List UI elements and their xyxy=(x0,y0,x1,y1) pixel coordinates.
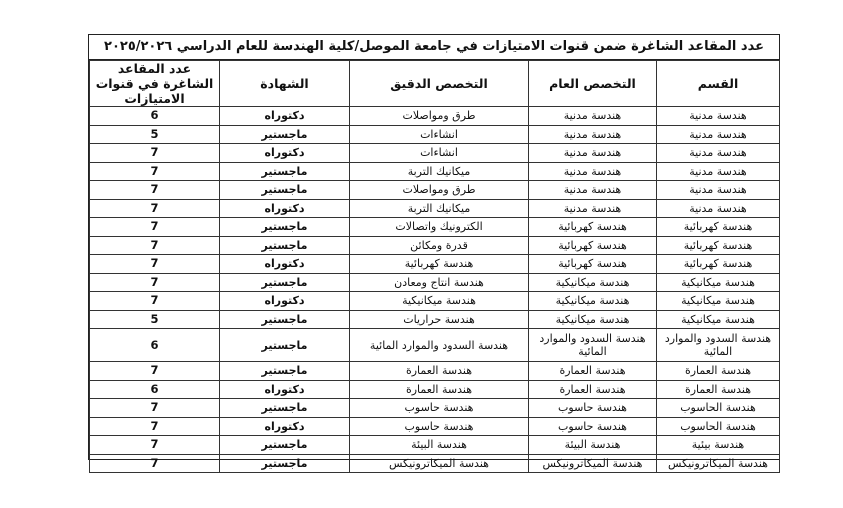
cell-degree: ماجستير xyxy=(220,181,350,200)
cell-general-specialty: هندسة حاسوب xyxy=(529,417,657,436)
cell-general-specialty: هندسة كهربائية xyxy=(529,236,657,255)
cell-degree: دكتوراه xyxy=(220,144,350,163)
cell-department: هندسة ميكانيكية xyxy=(657,292,780,311)
cell-precise-specialty: هندسة حراريات xyxy=(350,310,529,329)
cell-vacant-seats: 7 xyxy=(90,362,220,381)
cell-department: هندسة كهربائية xyxy=(657,255,780,274)
cell-precise-specialty: هندسة العمارة xyxy=(350,362,529,381)
cell-vacant-seats: 7 xyxy=(90,399,220,418)
table-row xyxy=(90,399,780,418)
cell-degree: ماجستير xyxy=(220,218,350,237)
cell-vacant-seats: 7 xyxy=(90,144,220,163)
cell-department: هندسة مدنية xyxy=(657,199,780,218)
cell-department: هندسة الحاسوب xyxy=(657,417,780,436)
header-department: القسم xyxy=(657,61,780,107)
cell-precise-specialty: انشاءات xyxy=(350,125,529,144)
cell-vacant-seats: 7 xyxy=(90,292,220,311)
cell-general-specialty: هندسة الميكاترونيكس xyxy=(529,454,657,473)
document-title: عدد المقاعد الشاغرة ضمن قنوات الامتيازات في جامعة الموصل/كلية الهندسة للعام الدراسي ٢٠٢٥/٢٠٢٦ xyxy=(89,35,779,60)
cell-general-specialty: هندسة السدود والموارد المائية xyxy=(529,329,657,362)
cell-degree: ماجستير xyxy=(220,310,350,329)
table-row xyxy=(90,310,780,329)
cell-precise-specialty: الكترونيك واتصالات xyxy=(350,218,529,237)
cell-vacant-seats: 7 xyxy=(90,255,220,274)
table-body xyxy=(90,107,780,473)
cell-degree: ماجستير xyxy=(220,454,350,473)
cell-department: هندسة ميكانيكية xyxy=(657,273,780,292)
cell-vacant-seats: 6 xyxy=(90,107,220,126)
cell-department: هندسة مدنية xyxy=(657,162,780,181)
table-header-row xyxy=(90,61,780,107)
cell-department: هندسة مدنية xyxy=(657,107,780,126)
cell-vacant-seats: 7 xyxy=(90,181,220,200)
table-row xyxy=(90,199,780,218)
cell-precise-specialty: هندسة ميكانيكية xyxy=(350,292,529,311)
cell-general-specialty: هندسة كهربائية xyxy=(529,255,657,274)
table-row xyxy=(90,125,780,144)
cell-general-specialty: هندسة مدنية xyxy=(529,162,657,181)
header-vacant-seats: عدد المقاعد الشاغرة في قنوات الامتيازات xyxy=(90,61,220,107)
table-row xyxy=(90,362,780,381)
cell-general-specialty: هندسة مدنية xyxy=(529,125,657,144)
cell-degree: دكتوراه xyxy=(220,255,350,274)
cell-department: هندسة العمارة xyxy=(657,362,780,381)
cell-precise-specialty: انشاءات xyxy=(350,144,529,163)
table-row xyxy=(90,436,780,455)
table-row xyxy=(90,417,780,436)
cell-vacant-seats: 7 xyxy=(90,199,220,218)
cell-department: هندسة الحاسوب xyxy=(657,399,780,418)
cell-precise-specialty: هندسة كهربائية xyxy=(350,255,529,274)
cell-general-specialty: هندسة مدنية xyxy=(529,107,657,126)
cell-degree: ماجستير xyxy=(220,162,350,181)
cell-general-specialty: هندسة العمارة xyxy=(529,362,657,381)
table-row xyxy=(90,329,780,362)
cell-precise-specialty: هندسة السدود والموارد المائية xyxy=(350,329,529,362)
cell-vacant-seats: 7 xyxy=(90,436,220,455)
table-row xyxy=(90,273,780,292)
cell-precise-specialty: هندسة حاسوب xyxy=(350,399,529,418)
cell-general-specialty: هندسة مدنية xyxy=(529,144,657,163)
table-row xyxy=(90,162,780,181)
cell-precise-specialty: طرق ومواصلات xyxy=(350,181,529,200)
table-row xyxy=(90,181,780,200)
cell-vacant-seats: 7 xyxy=(90,218,220,237)
table-row xyxy=(90,218,780,237)
cell-vacant-seats: 7 xyxy=(90,273,220,292)
table-row xyxy=(90,107,780,126)
cell-general-specialty: هندسة ميكانيكية xyxy=(529,310,657,329)
cell-department: هندسة مدنية xyxy=(657,125,780,144)
cell-general-specialty: هندسة البيئة xyxy=(529,436,657,455)
cell-degree: ماجستير xyxy=(220,362,350,381)
cell-vacant-seats: 5 xyxy=(90,125,220,144)
header-precise-specialty: التخصص الدقيق xyxy=(350,61,529,107)
table-row xyxy=(90,380,780,399)
cell-general-specialty: هندسة مدنية xyxy=(529,181,657,200)
cell-degree: دكتوراه xyxy=(220,199,350,218)
cell-degree: ماجستير xyxy=(220,236,350,255)
cell-precise-specialty: ميكانيك التربة xyxy=(350,162,529,181)
cell-degree: ماجستير xyxy=(220,125,350,144)
cell-department: هندسة العمارة xyxy=(657,380,780,399)
cell-general-specialty: هندسة ميكانيكية xyxy=(529,292,657,311)
cell-vacant-seats: 7 xyxy=(90,417,220,436)
cell-vacant-seats: 5 xyxy=(90,310,220,329)
cell-degree: ماجستير xyxy=(220,436,350,455)
header-general-specialty: التخصص العام xyxy=(529,61,657,107)
table-row xyxy=(90,236,780,255)
cell-department: هندسة مدنية xyxy=(657,181,780,200)
cell-department: هندسة مدنية xyxy=(657,144,780,163)
cell-degree: دكتوراه xyxy=(220,292,350,311)
cell-degree: ماجستير xyxy=(220,273,350,292)
cell-vacant-seats: 7 xyxy=(90,454,220,473)
cell-general-specialty: هندسة مدنية xyxy=(529,199,657,218)
cell-department: هندسة كهربائية xyxy=(657,236,780,255)
cell-precise-specialty: قدرة ومكائن xyxy=(350,236,529,255)
cell-vacant-seats: 6 xyxy=(90,380,220,399)
table-row xyxy=(90,292,780,311)
cell-degree: دكتوراه xyxy=(220,107,350,126)
table-row xyxy=(90,255,780,274)
table-row xyxy=(90,144,780,163)
cell-precise-specialty: هندسة العمارة xyxy=(350,380,529,399)
cell-precise-specialty: ميكانيك التربة xyxy=(350,199,529,218)
cell-precise-specialty: هندسة حاسوب xyxy=(350,417,529,436)
cell-general-specialty: هندسة حاسوب xyxy=(529,399,657,418)
cell-general-specialty: هندسة العمارة xyxy=(529,380,657,399)
cell-precise-specialty: هندسة الميكاترونيكس xyxy=(350,454,529,473)
cell-degree: دكتوراه xyxy=(220,417,350,436)
vacant-seats-table xyxy=(89,60,780,473)
header-degree: الشهادة xyxy=(220,61,350,107)
cell-degree: دكتوراه xyxy=(220,380,350,399)
cell-department: هندسة بيئية xyxy=(657,436,780,455)
cell-department: هندسة الميكاترونيكس xyxy=(657,454,780,473)
cell-precise-specialty: طرق ومواصلات xyxy=(350,107,529,126)
cell-vacant-seats: 7 xyxy=(90,236,220,255)
cell-degree: ماجستير xyxy=(220,329,350,362)
table-row xyxy=(90,454,780,473)
cell-general-specialty: هندسة كهربائية xyxy=(529,218,657,237)
cell-vacant-seats: 7 xyxy=(90,162,220,181)
cell-department: هندسة السدود والموارد المائية xyxy=(657,329,780,362)
cell-general-specialty: هندسة ميكانيكية xyxy=(529,273,657,292)
cell-precise-specialty: هندسة انتاج ومعادن xyxy=(350,273,529,292)
cell-degree: ماجستير xyxy=(220,399,350,418)
cell-vacant-seats: 6 xyxy=(90,329,220,362)
cell-precise-specialty: هندسة البيئة xyxy=(350,436,529,455)
vacant-seats-document xyxy=(88,34,780,470)
cell-department: هندسة ميكانيكية xyxy=(657,310,780,329)
cell-department: هندسة كهربائية xyxy=(657,218,780,237)
